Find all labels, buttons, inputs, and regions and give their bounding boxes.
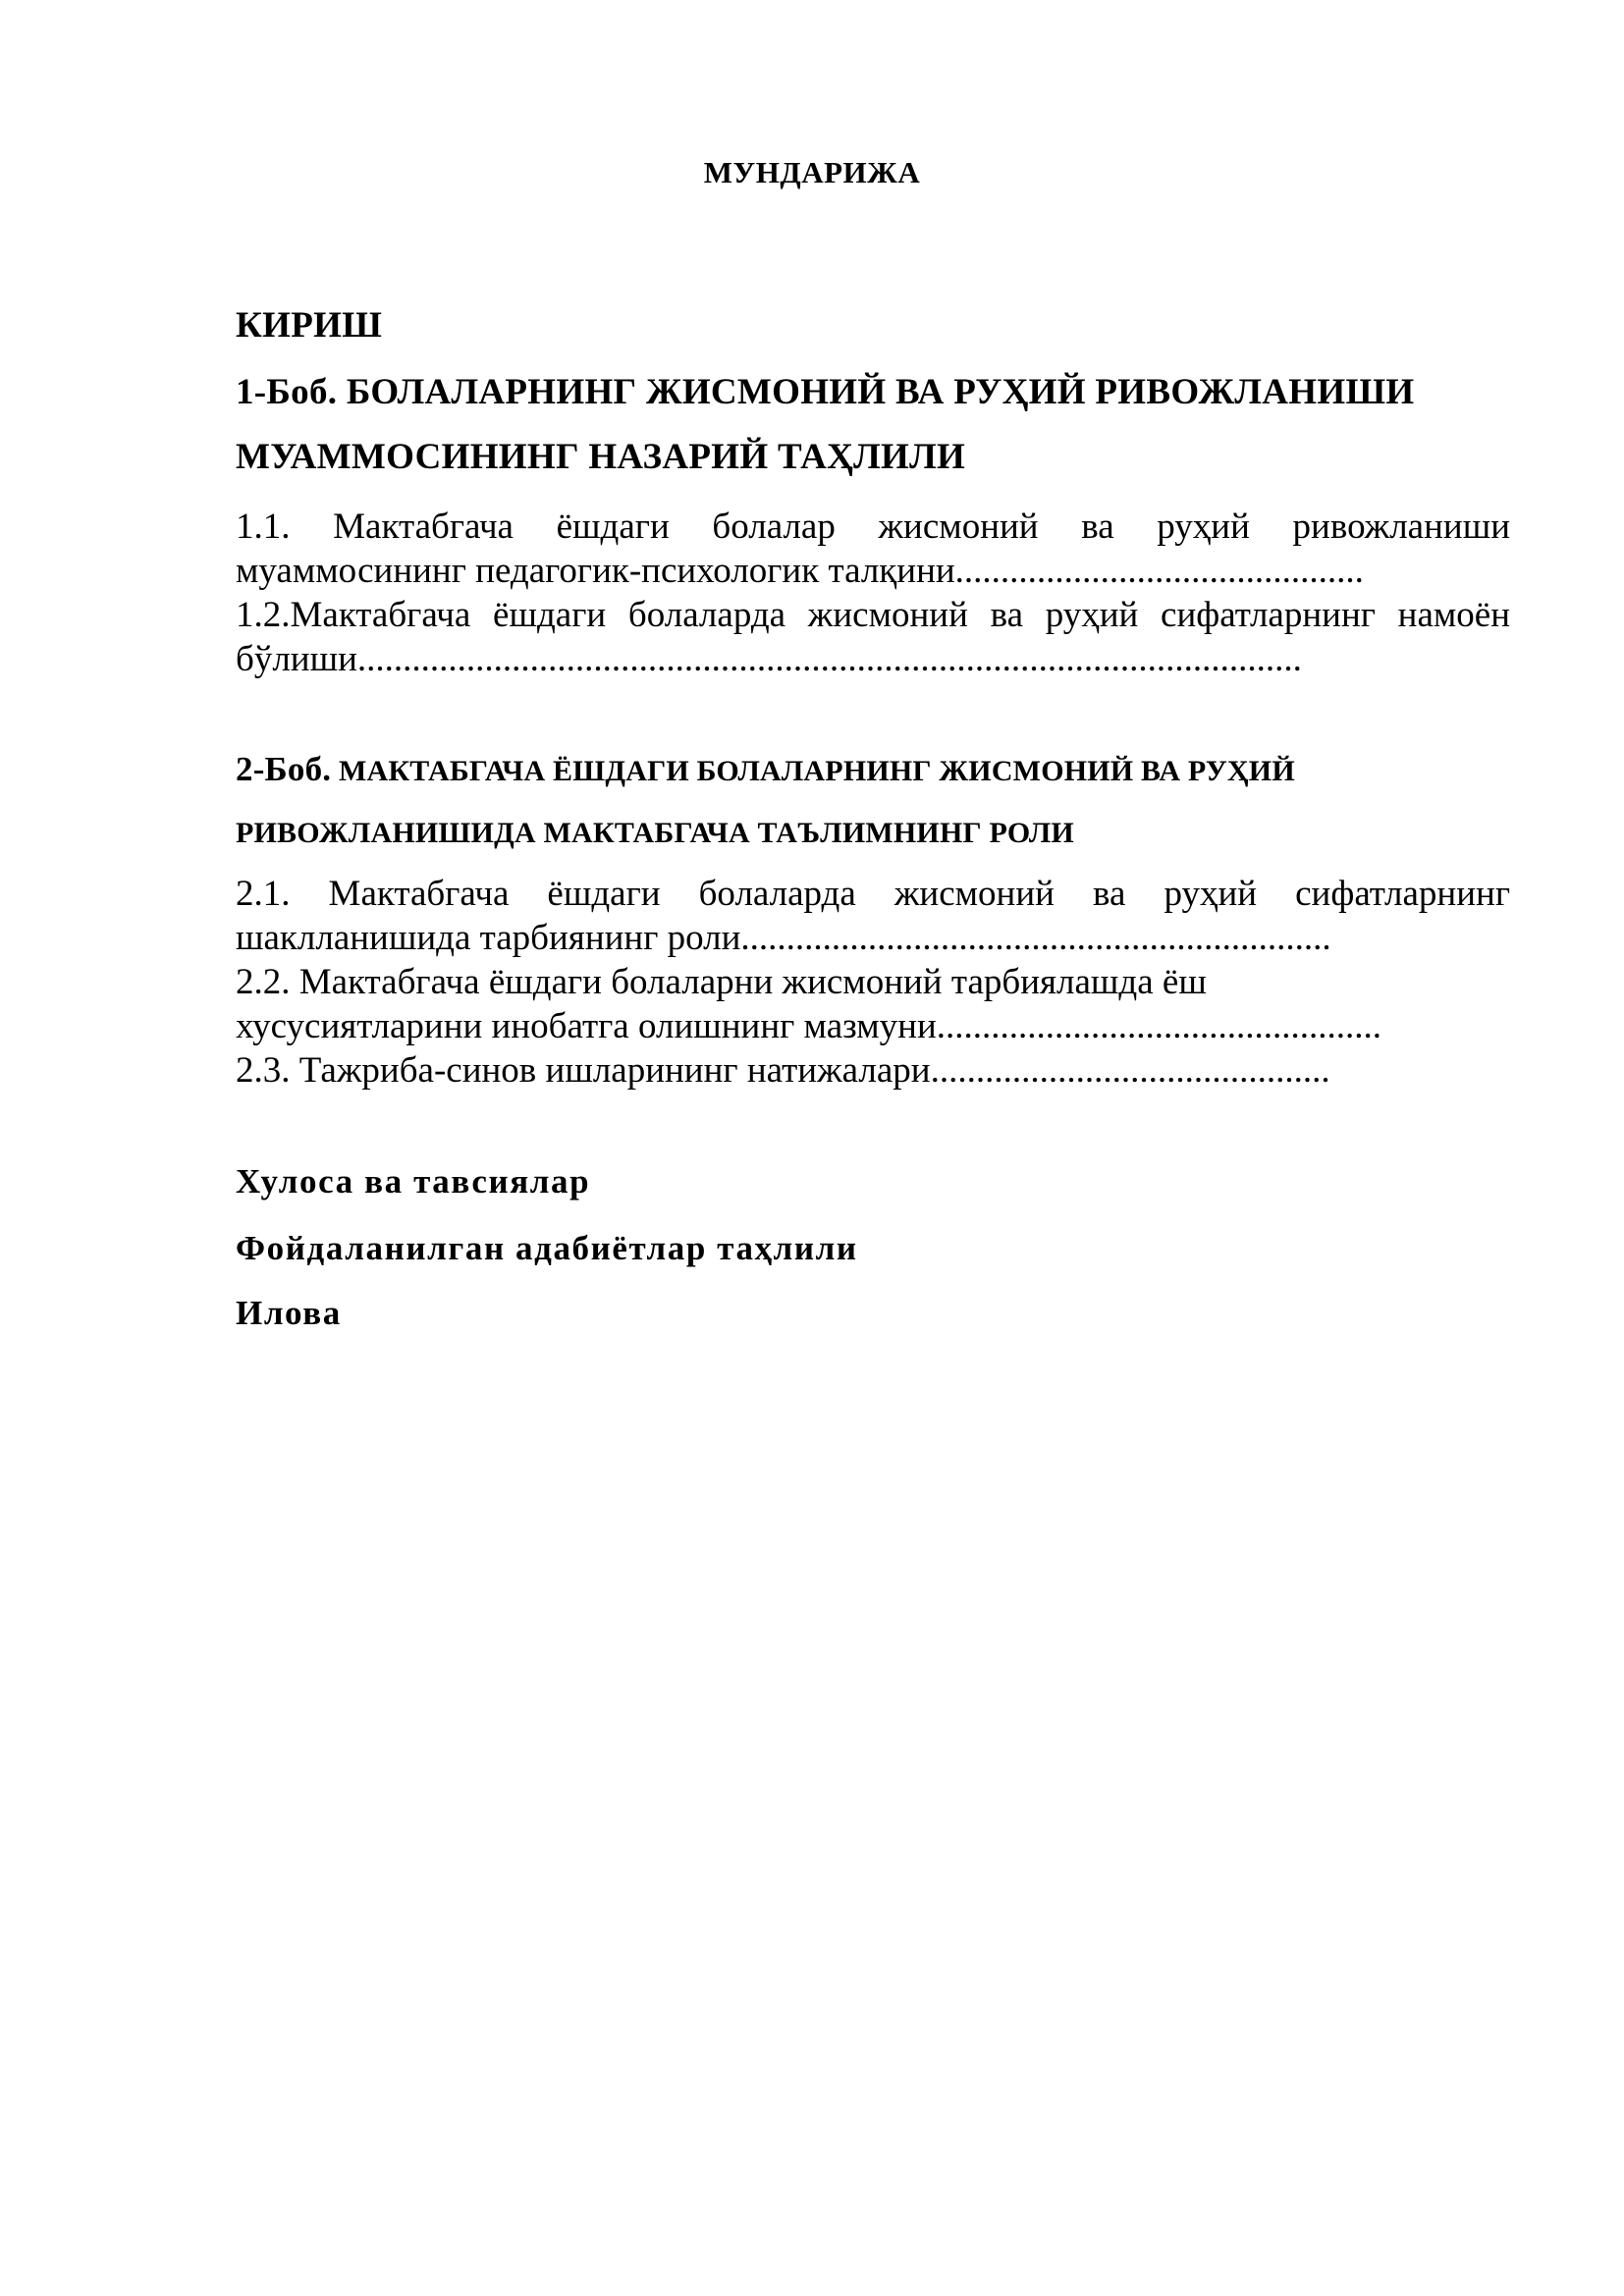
- chapter2-heading-line2: РИВОЖЛАНИШИДА МАКТАБГАЧА ТАЪЛИМНИНГ РОЛИ: [236, 817, 1074, 849]
- toc-entry-2-1-line2: шаклланишида тарбиянинг роли.................................................................: [236, 918, 1331, 958]
- toc-entry-1-1: [236, 505, 1510, 593]
- toc-entry-2-2-line1: 2.2. Мактабгача ёшдаги болаларни жисмоний тарбиялашда ёш: [236, 962, 1207, 1002]
- intro-heading: КИРИШ: [236, 305, 383, 346]
- toc-entry-2-3-line1: 2.3. Тажриба-синов ишларининг натижалари............................................: [236, 1050, 1330, 1091]
- toc-entry-2-1-line1: 2.1. Мактабгача ёшдаги болаларда жисмоний ва руҳий сифатларнинг: [236, 874, 1510, 914]
- toc-entry-1-2-line2: бўлиши........................................................................................................: [236, 639, 1302, 679]
- toc-entry-2-2: [236, 960, 1510, 1048]
- chapter1-heading-line1: 1-Боб. БОЛАЛАРНИНГ ЖИСМОНИЙ ВА РУҲИЙ РИВОЖЛАНИШИ: [236, 372, 1415, 412]
- appendix-heading: Илова: [236, 1294, 342, 1332]
- chapter2-heading-line1-text: МАКТАБГАЧА ЁШДАГИ БОЛАЛАРНИНГ ЖИСМОНИЙ ВА РУҲИЙ: [338, 755, 1295, 787]
- toc-entry-1-1-line1: 1.1. Мактабгача ёшдаги болалар жисмоний ва руҳий ривожланиши: [236, 507, 1510, 547]
- references-heading: Фойдаланилган адабиётлар таҳлили: [236, 1229, 858, 1267]
- toc-entry-2-2-line2: хусусиятларини инобатга олишнинг мазмуни.................................................: [236, 1006, 1381, 1046]
- toc-entry-1-2: [236, 593, 1510, 681]
- conclusions-heading: Хулоса ва тавсиялар: [236, 1162, 591, 1201]
- chapter1-heading-line2: МУАММОСИНИНГ НАЗАРИЙ ТАҲЛИЛИ: [236, 437, 966, 477]
- chapter2-heading-line1: [236, 750, 1510, 789]
- table-of-contents-title: МУНДАРИЖА: [703, 155, 921, 189]
- chapter2-prefix: 2-Боб.: [236, 750, 332, 788]
- toc-entry-2-3: [236, 1048, 1510, 1093]
- toc-entry-1-2-line1: 1.2.Мактабгача ёшдаги болаларда жисмоний ва руҳий сифатларнинг намоён: [236, 595, 1510, 635]
- toc-entry-2-1: [236, 872, 1510, 960]
- toc-entry-1-1-line2: муаммосининг педагогик-психологик талқини.............................................: [236, 551, 1364, 591]
